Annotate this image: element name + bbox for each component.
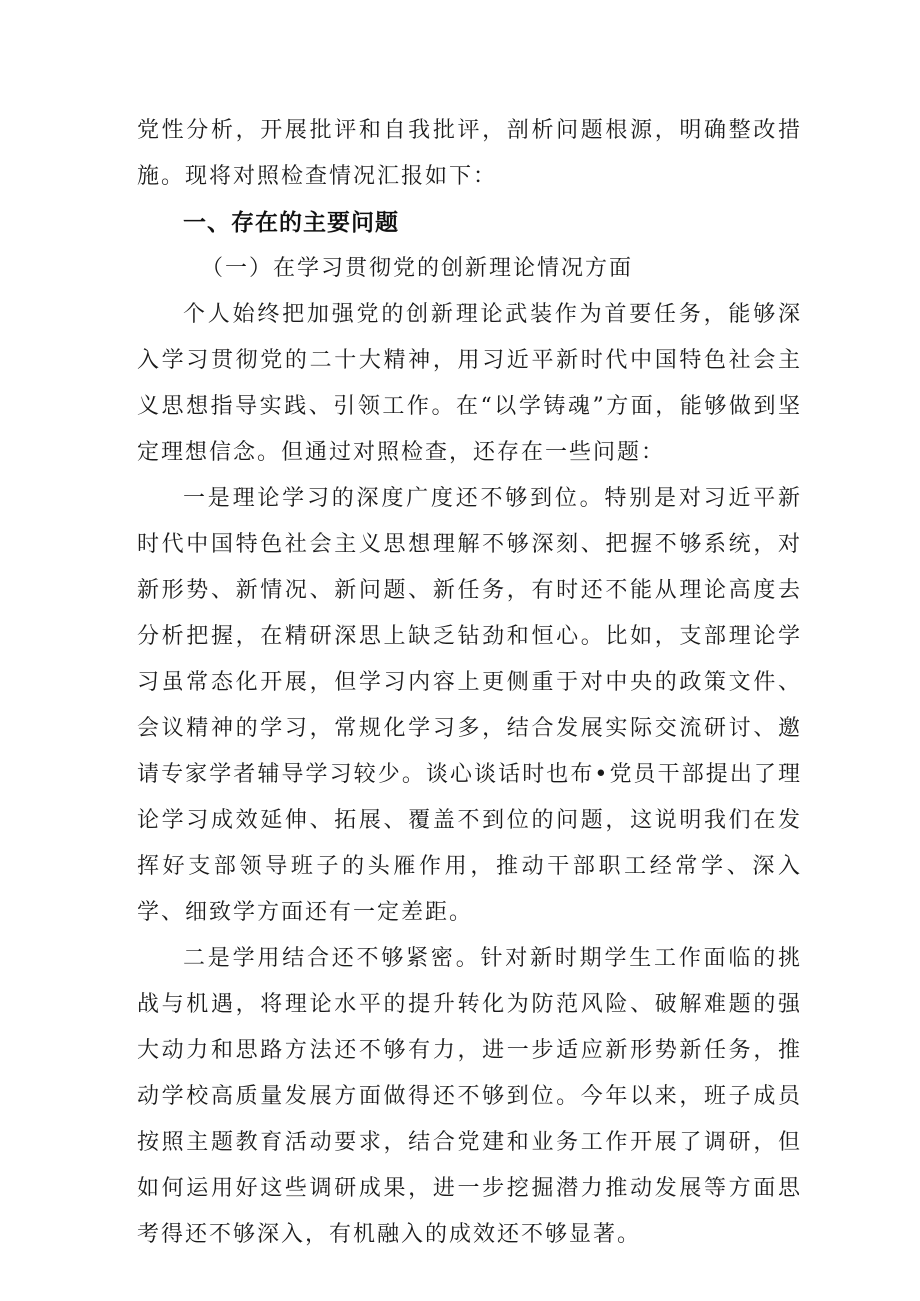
subsection-heading: （一）在学习贯彻党的创新理论情况方面 (201, 256, 634, 281)
paragraph-1: 个人始终把加强党的创新理论武装作为首要任务，能够深入学习贯彻党的二十大精神，用习近平新时代中国特色社会主义思想指导实践、引领工作。在“以学铸魂”方面，能够做到坚定理想信念。但通过对照检查，还存在一些问题： (137, 302, 802, 465)
document-body (137, 108, 802, 1258)
section-heading: 一、存在的主要问题 (183, 210, 399, 236)
intro-paragraph: 党性分析，开展批评和自我批评，剖析问题根源，明确整改措施。现将对照检查情况汇报如下： (137, 118, 802, 189)
paragraph-2: 一是理论学习的深度广度还不够到位。特别是对习近平新时代中国特色社会主义思想理解不够深刻、把握不够系统，对新形势、新情况、新问题、新任务，有时还不能从理论高度去分析把握，在精研深思上缺乏钻劲和恒心。比如，支部理论学习虽常态化开展，但学习内容上更侧重于对中央的政策文件、会议精神的学习，常规化学习多，结合发展实际交流研讨、邀请专家学者辅导学习较少。谈心谈话时也布•党员干部提出了理论学习成效延伸、拓展、覆盖不到位的问题，这说明我们在发挥好支部领导班子的头雁作用，推动干部职工经常学、深入学、细致学方面还有一定差距。 (137, 486, 802, 925)
paragraph-3: 二是学用结合还不够紧密。针对新时期学生工作面临的挑战与机遇，将理论水平的提升转化为防范风险、破解难题的强大动力和思路方法还不够有力，进一步适应新形势新任务，推动学校高质量发展方面做得还不够到位。今年以来，班子成员按照主题教育活动要求，结合党建和业务工作开展了调研，但如何运用好这些调研成果，进一步挖掘潜力推动发展等方面思考得还不够深入，有机融入的成效还不够显著。 (137, 946, 802, 1247)
